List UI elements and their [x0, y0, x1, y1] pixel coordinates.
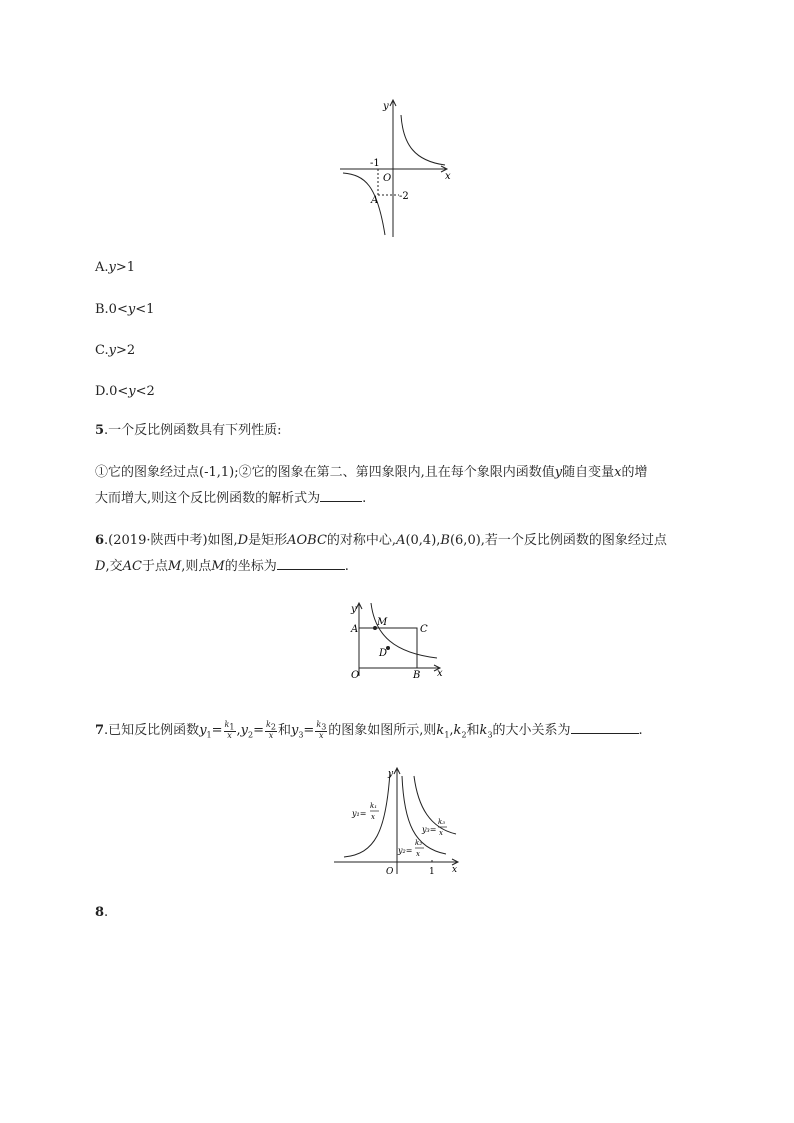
answer-blank-q5[interactable] [320, 489, 362, 502]
label-o: O [351, 670, 360, 681]
fraction-k2-over-x: $\frac{k_2}{x}$ [266, 719, 276, 741]
answer-blank-q6[interactable] [277, 557, 345, 570]
question-5-stem: 5.一个反比例函数具有下列性质: [95, 423, 282, 438]
label-x-y1: x [371, 813, 375, 821]
label-b: B [413, 670, 421, 681]
option-c[interactable]: C.y>2 [95, 343, 136, 358]
answer-blank-q7[interactable] [571, 721, 639, 734]
option-d[interactable]: D.0<y<2 [95, 384, 155, 399]
y-tick-label: -2 [399, 191, 409, 202]
curve-quadrant-1 [401, 115, 445, 165]
tick-1-label: 1 [429, 867, 435, 877]
label-c: C [420, 624, 428, 635]
x-tick-label: -1 [370, 158, 380, 169]
question-8: 8. [95, 905, 109, 920]
figure-three-hyperbolas [330, 762, 465, 877]
label-m: M [377, 617, 388, 628]
option-b[interactable]: B.0<y<1 [95, 302, 155, 317]
x-label: x [437, 668, 443, 679]
question-5-line-1: ①它的图象经过点(-1,1);②它的图象在第二、第四象限内,且在每个象限内函数值y随自变量x的增 [95, 465, 648, 480]
question-7: 7.已知反比例函数$y_1=$ $\frac{k_1}{x}$ $,y_2=$ $\frac{k_2}{x}$ 和$y_3=$ $\frac{k_3}{x}$ 的图象如图所示,则$k_1,k_2$和$k_3$的大小关系为 . [95, 719, 643, 741]
label-k3: k₃ [438, 818, 446, 826]
point-a-label: A [371, 195, 379, 206]
curve-quadrant-3 [343, 173, 385, 235]
y-label: y [383, 101, 389, 112]
label-k1: k₁ [370, 802, 378, 810]
question-5-line-2: 大而增大,则这个反比例函数的解析式为 . [95, 491, 367, 506]
curve-y1 [344, 772, 390, 857]
fraction-k1-over-x: $\frac{k_1}{x}$ [224, 719, 235, 741]
x-label: x [452, 865, 458, 875]
label-k2: k₂ [415, 839, 423, 847]
figure-rectangle-hyperbola [345, 598, 450, 683]
label-x-y3: x [439, 829, 443, 837]
question-6 [95, 528, 705, 580]
origin-label: O [383, 173, 392, 184]
label-a: A [351, 624, 359, 635]
label-d: D [379, 648, 388, 659]
label-y2: y₂= [398, 846, 413, 855]
label-x-y2: x [416, 850, 420, 858]
origin-label: O [386, 867, 394, 877]
question-5-body [95, 460, 705, 512]
label-y1: y₁= [352, 809, 367, 818]
y-label: y [388, 769, 394, 779]
y-label: y [351, 604, 357, 615]
question-6-line-1: 6.(2019·陕西中考)如图,D是矩形AOBC的对称中心,A(0,4),B(6,0),若一个反比例函数的图象经过点 [95, 533, 667, 548]
curve-y2 [402, 776, 446, 854]
figure-hyperbola-point-a [335, 95, 460, 240]
option-a[interactable]: A.y>1 [95, 260, 136, 275]
fraction-k3-over-x: $\frac{k_3}{x}$ [316, 719, 327, 741]
x-label: x [445, 171, 451, 182]
question-6-line-2: D,交AC于点M,则点M的坐标为 . [95, 559, 349, 574]
label-y3: y₃= [422, 825, 437, 834]
